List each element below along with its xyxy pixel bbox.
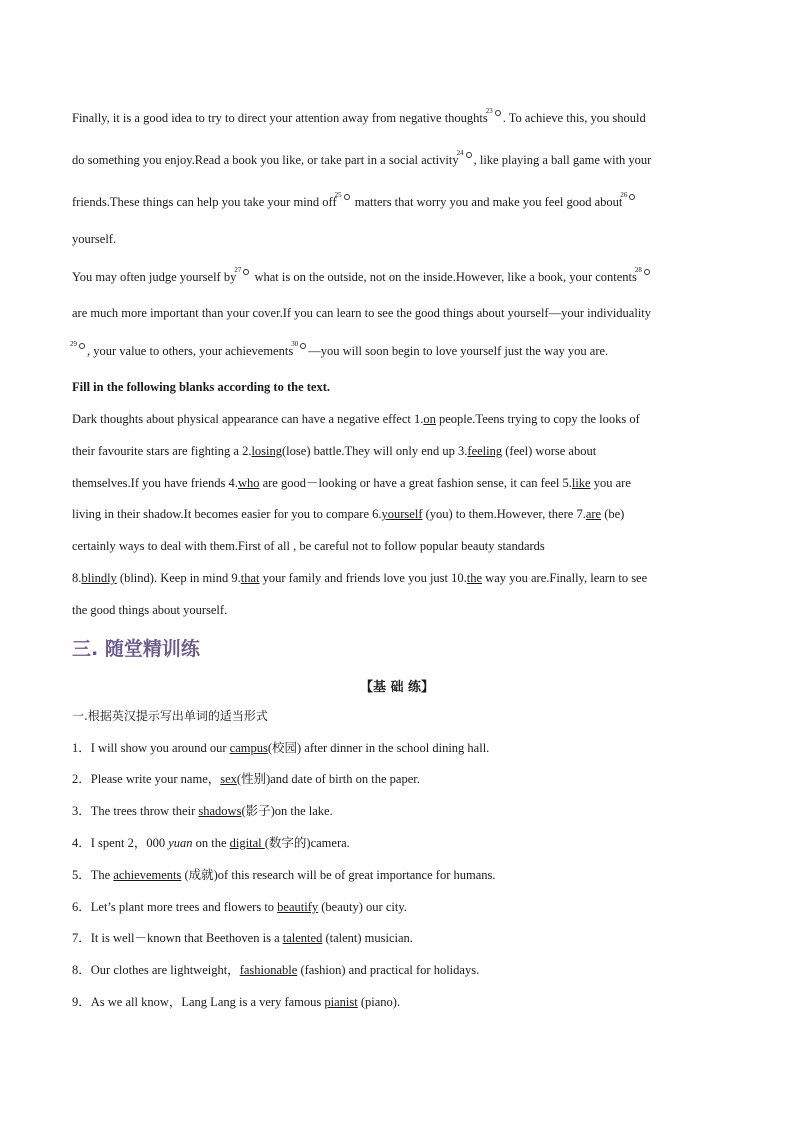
item-text: (talent) musician.: [322, 931, 413, 945]
text: You may often judge yourself by: [72, 270, 237, 284]
item-text: (数字的)camera.: [264, 836, 350, 850]
text: are much more important than your cover.If you can learn to see the good things about yourself—your individuality: [72, 306, 652, 320]
item-number: 1．: [72, 741, 91, 755]
item-italic: yuan: [168, 836, 193, 850]
item-text: (影子)on the lake.: [241, 804, 333, 818]
text: yourself.: [72, 232, 117, 246]
section-title: 三. 随堂精训练: [72, 638, 200, 660]
passage-line: [70, 340, 722, 361]
text: living in their shadow.It becomes easier for you to compare 6.: [72, 507, 382, 521]
subsection-title: 【基 础 练】: [359, 680, 435, 695]
blank-circle-icon: [629, 194, 635, 200]
text: matters that worry you and make you feel good about: [351, 195, 623, 209]
blank-circle-icon: [243, 269, 249, 275]
text: (you) to them.However, there 7.: [422, 507, 586, 521]
blank-circle-icon: [79, 343, 85, 349]
item-number: 2．: [72, 772, 91, 786]
item-text: (校园) after dinner in the school dining hall.: [267, 741, 490, 755]
item-text: (beauty) our city.: [318, 900, 407, 914]
exercise-item: [72, 899, 722, 915]
text: you are: [590, 476, 631, 490]
exercise-item: [72, 994, 722, 1010]
item-text: (piano).: [357, 995, 401, 1009]
text: (feel) worse about: [502, 444, 597, 458]
item-answer: campus: [229, 741, 268, 755]
item-answer: fashionable: [239, 963, 298, 977]
item-text: It is well－known that Beethoven is a: [90, 931, 283, 945]
item-number: 6．: [72, 900, 91, 914]
text: themselves.If you have friends 4.: [72, 476, 238, 490]
item-text: As we all know，Lang Lang is a very famous: [90, 995, 325, 1009]
text: . To achieve this, you should: [502, 111, 646, 125]
answer: losing: [251, 444, 283, 458]
text: what is on the outside, not on the inside.However, like a book, your contents: [251, 270, 637, 284]
fill-line: [72, 443, 722, 459]
text: (lose) battle.They will only end up 3.: [282, 444, 468, 458]
item-number: 4．: [72, 836, 91, 850]
item-number: 9．: [72, 995, 91, 1009]
exercise-item: [72, 962, 722, 978]
exercise-item: [72, 803, 722, 819]
answer: that: [240, 571, 260, 585]
blank-circle-icon: [495, 110, 501, 116]
exercise-item: [72, 771, 722, 787]
answer: the: [466, 571, 483, 585]
blank-circle-icon: [644, 269, 650, 275]
item-text: (性别)and date of birth on the paper.: [236, 772, 420, 786]
answer: blindly: [81, 571, 117, 585]
text: —you will soon begin to love yourself just the way you are.: [308, 344, 609, 358]
fill-line: [72, 570, 722, 586]
passage-line: [72, 231, 722, 247]
text: 8.: [72, 571, 82, 585]
exercise-item: [72, 740, 722, 756]
exercise-item: [72, 867, 722, 883]
exercise-item: [72, 835, 722, 851]
answer: feeling: [467, 444, 503, 458]
text: Finally, it is a good idea to try to direct your attention away from negative thoughts: [72, 111, 488, 125]
passage-line: [72, 266, 722, 287]
item-answer: achievements: [113, 868, 182, 882]
item-text: (fashion) and practical for holidays.: [297, 963, 480, 977]
item-text: The: [90, 868, 114, 882]
blank-number: 30: [291, 340, 299, 348]
item-answer: talented: [282, 931, 323, 945]
item-text: Our clothes are lightweight，: [90, 963, 240, 977]
answer: are: [585, 507, 602, 521]
blank-circle-icon: [466, 152, 472, 158]
text: , like playing a ball game with your: [473, 153, 652, 167]
answer: like: [571, 476, 591, 490]
item-answer: pianist: [324, 995, 358, 1009]
text: are good－looking or have a great fashion sense, it can feel 5.: [259, 476, 572, 490]
blank-number: 29: [70, 340, 77, 348]
item-text: Please write your name，: [90, 772, 221, 786]
item-text: I will show you around our: [90, 741, 230, 755]
passage-line: [72, 305, 722, 321]
item-text: Let’s plant more trees and flowers to: [90, 900, 278, 914]
blank-number: 24: [456, 149, 464, 157]
fill-line: [72, 411, 722, 427]
answer: who: [237, 476, 260, 490]
item-answer: shadows: [198, 804, 242, 818]
exercise-heading: Fill in the following blanks according to the text.: [72, 380, 330, 394]
item-number: 7．: [72, 931, 91, 945]
answer: yourself: [381, 507, 423, 521]
passage-line: [72, 149, 722, 170]
blank-number: 27: [234, 266, 242, 274]
blank-number: 23: [485, 107, 493, 115]
item-number: 3．: [72, 804, 91, 818]
text: your family and friends love you just 10.: [259, 571, 467, 585]
text: the good things about yourself.: [72, 603, 228, 617]
item-text: The trees throw their: [90, 804, 199, 818]
fill-line: [72, 602, 722, 618]
blank-number: 28: [634, 266, 642, 274]
item-number: 5．: [72, 868, 91, 882]
text: people.Teens trying to copy the looks of: [435, 412, 640, 426]
item-answer: sex: [220, 772, 237, 786]
text: way you are.Finally, learn to see: [482, 571, 648, 585]
blank-number: 26: [620, 191, 628, 199]
item-text: I spent 2，000: [90, 836, 169, 850]
item-text: (成就)of this research will be of great importance for humans.: [181, 868, 496, 882]
blank-number: 25: [334, 191, 342, 199]
item-number: 8．: [72, 963, 91, 977]
item-answer: digital: [229, 836, 265, 850]
passage-line: [72, 191, 722, 212]
item-answer: beautify: [277, 900, 319, 914]
text: Dark thoughts about physical appearance can have a negative effect 1.: [72, 412, 424, 426]
fill-line: [72, 538, 722, 554]
text: friends.These things can help you take your mind off: [72, 195, 337, 209]
answer: on: [423, 412, 436, 426]
fill-line: [72, 475, 722, 491]
instruction: 一.根据英汉提示写出单词的适当形式: [72, 709, 268, 723]
exercise-item: [72, 930, 722, 946]
fill-line: [72, 506, 722, 522]
passage-line: [72, 107, 722, 128]
blank-circle-icon: [300, 343, 306, 349]
text: (be): [601, 507, 625, 521]
blank-circle-icon: [344, 194, 350, 200]
text: certainly ways to deal with them.First of all , be careful not to follow popular beauty standards: [72, 539, 545, 553]
item-text: on the: [192, 836, 230, 850]
text: do something you enjoy.Read a book you like, or take part in a social activity: [72, 153, 459, 167]
text: , your value to others, your achievements: [87, 344, 294, 358]
text: (blind). Keep in mind 9.: [116, 571, 241, 585]
text: their favourite stars are fighting a 2.: [72, 444, 252, 458]
